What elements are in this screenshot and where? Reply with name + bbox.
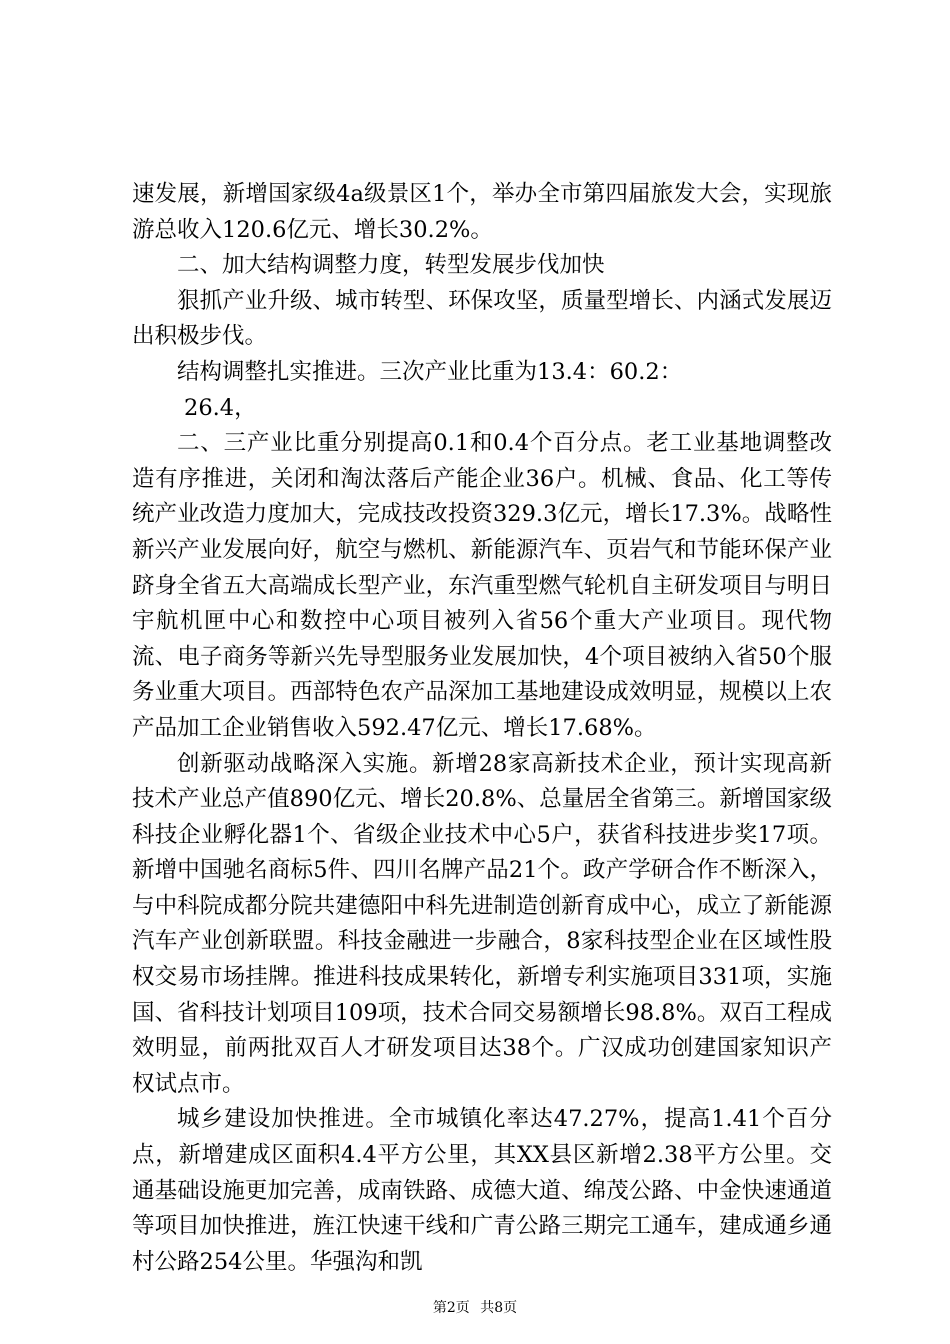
page-footer <box>0 1299 950 1317</box>
paragraph-industry-upgrade: 狠抓产业升级、城市转型、环保攻坚，质量型增长、内涵式发展迈出积极步伐。 <box>132 287 832 350</box>
section-heading-structure: 二、加大结构调整力度，转型发展步伐加快 <box>177 252 605 279</box>
paragraph-ratio-continued: 26.4， <box>184 394 257 421</box>
page-number: 第2页 <box>432 1300 470 1316</box>
paragraph-tourism-continued: 速发展，新增国家级4a级景区1个，举办全市第四届旅发大会，实现旅游总收入120.6亿元、增长30.2%。 <box>132 181 832 243</box>
document-page <box>132 177 832 1280</box>
paragraph-secondary-tertiary: 二、三产业比重分别提高0.1和0.4个百分点。老工业基地调整改造有序推进，关闭和淘汰落后产能企业36户。机械、食品、化工等传统产业改造力度加大，完成技改投资329.3亿元，增长17.3%。战略性新兴产业发展向好，航空与燃机、新能源汽车、页岩气和节能环保产业跻身全省五大高端成长型产业，东汽重型燃气轮机自主研发项目与明日宇航机匣中心和数控中心项目被列入省56个重大产业项目。现代物流、电子商务等新兴先导型服务业发展加快，4个项目被纳入省50个服务业重大项目。西部特色农产品深加工基地建设成效明显，规模以上农产品加工企业销售收入592.47亿元、增长17.68%。 <box>132 430 832 741</box>
page-total: 共8页 <box>480 1300 518 1316</box>
paragraph-structure-adjustment: 结构调整扎实推进。三次产业比重为13.4：60.2： <box>177 358 683 385</box>
paragraph-innovation: 创新驱动战略深入实施。新增28家高新技术企业，预计实现高新技术产业总产值890亿元、增长20.8%、总量居全省第三。新增国家级科技企业孵化器1个、省级企业技术中心5户，获省科技进步奖17项。新增中国驰名商标5件、四川名牌产品21个。政产学研合作不断深入，与中科院成都分院共建德阳中科先进制造创新育成中心，成立了新能源汽车产业创新联盟。科技金融进一步融合，8家科技型企业在区域性股权交易市场挂牌。推进科技成果转化，新增专利实施项目331项，实施国、省科技计划项目109项，技术合同交易额增长98.8%。双百工程成效明显，前两批双百人才研发项目达38个。广汉成功创建国家知识产权试点市。 <box>132 750 832 1097</box>
paragraph-urban-rural: 城乡建设加快推进。全市城镇化率达47.27%，提高1.41个百分点，新增建成区面积4.4平方公里，其XX县区新增2.38平方公里。交通基础设施更加完善，成南铁路、成德大道、绵茂公路、中金快速通道等项目加快推进，旌江快速干线和广青公路三期完工通车，建成通乡通村公路254公里。华强沟和凯 <box>132 1106 832 1275</box>
